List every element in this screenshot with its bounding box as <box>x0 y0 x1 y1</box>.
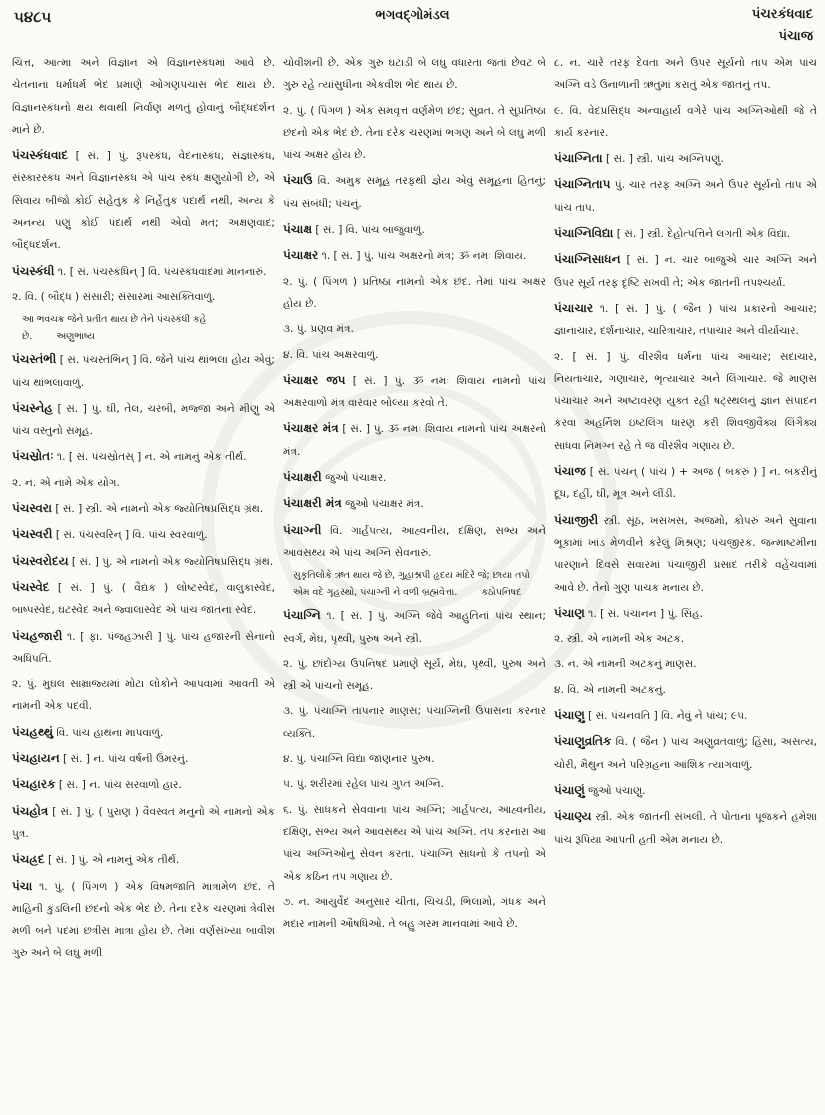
entry-definition: ૧. [ સં. પંચાનન ] પું. સિંહ. <box>588 607 703 620</box>
entry-headword: પંચાણુવ્રતિક <box>554 734 612 749</box>
entry-definition: ૭. ન. આયુર્વેદ અનુસાર ચીતા, ચિચડી, ભિલામો, ગંધક અને મદાર નામની ઔષધિઓ. તે બહુ ગરમ માનવામાં આવે છે. <box>283 895 546 931</box>
quotation <box>22 311 275 345</box>
dictionary-entry <box>554 509 817 599</box>
entry-headword: પંચા <box>12 878 33 893</box>
entry-headword: પંચસ્વરા <box>12 501 52 516</box>
entry-definition: વિ. ( જૈન ) પાંચ અણુવ્રતવાળું; હિંસા, અસત્ય, ચોરી, મૈથુન અને પરિગ્રહના આંશિક ત્યાગવાળું. <box>554 736 817 771</box>
entry-headword: પંચાણ્ય <box>554 809 592 824</box>
entry-definition: [ સં. ] પું. ( વૈદ્યક ) લોષ્ટસ્વેદ, વાલુકાસ્વેદ, બાષ્પસ્વેદ, ઘટસ્વેદ અને જ્વાલાસ્વેદ એ પાંચ જાતના સ્વેદ. <box>12 581 275 617</box>
entry-definition: ૨. પું. ( પિંગળ ) પ્રતિષ્ઠા નામનો એક છંદ. તેમાં પાંચ અક્ષર હોય છે. <box>283 275 546 310</box>
dictionary-entry <box>12 848 275 871</box>
dictionary-entry <box>554 460 817 506</box>
entry-headword: પંચસ્વરોદય <box>12 553 69 568</box>
entry-definition: [ સં. પંચસ્વરિન્ ] વિ. પાંચ સ્વરવાળું. <box>55 529 208 542</box>
entry-definition: ૧. [ સં. પંચસ્રોતસ્ ] ન. એ નામનું એક તીર્થ. <box>56 451 247 464</box>
dictionary-entry <box>554 704 817 727</box>
quote-text: સુકૃતિલોકે ઋત થાય જે છે, ગુહાશ્રપી હૃદય મંદિરે જે; છાયા તપો એમ વદે ગૃહસ્થો, પંચાગ્ની ને વળી બ્રહ્મવેત્તા. <box>293 570 530 599</box>
entry-definition: ૪. પું. પંચાગ્નિ વિદ્યા જાણનાર પુરુષ. <box>283 753 435 766</box>
entry-definition: ૩. પું. પંચાગ્નિ તાપનાર માણસ; પંચાગ્નિની ઉપાસના કરનાર વ્યક્તિ. <box>283 705 546 740</box>
page-number: ૫૪૮૫ <box>14 8 52 26</box>
entry-definition: ૨. સ્ત્રી. એ નામની એક અટક. <box>554 633 685 646</box>
entry-definition: ૨. પું. છાંદોગ્ય ઉપનિષદ પ્રમાણે સૂર્ય, મેઘ, પૃથ્વી, પુરુષ અને સ્ત્રી એ પાંચનો સમૂહ. <box>283 657 546 693</box>
entry-headword: પંચાણુ <box>554 708 585 723</box>
entry-definition: [ સં. ] પું. એ નામનું એક તીર્થ. <box>48 854 180 867</box>
dictionary-entry <box>554 805 817 851</box>
quote-source: અણુભાષ્ય <box>56 331 95 343</box>
column-3 <box>554 52 817 1110</box>
dictionary-entry <box>283 344 546 366</box>
quote-text: આ ભવચક્ર જેને પ્રતીત થાય છે તેને પંચસ્કંધી કહે છે. <box>22 314 207 343</box>
dictionary-entry <box>12 523 275 546</box>
entry-definition: [ સં. ] ન. પાંચ વર્ષની ઉંમરનું. <box>63 753 189 766</box>
entry-headword: પંચાગ્ની <box>283 522 322 537</box>
dictionary-entry <box>554 248 817 294</box>
entry-headword: પંચસ્વેદ <box>12 579 50 594</box>
entry-definition: વિ. ગાર્હપત્ય, આહ્વનીય, દક્ષિણ, સભ્ય અને આવસથ્ય એ પાંચ અગ્નિ સેવનારું. <box>283 524 546 559</box>
entry-definition: [ સં. ] ન. પાંચ સરવાળો હાર. <box>58 779 182 792</box>
dictionary-entry <box>554 346 817 457</box>
dictionary-entry <box>283 169 546 215</box>
entry-definition: ૨. પું. મુઘલ સામ્રાજ્યમાં મોટા લોકોને આપવામાં આવતી એ નામની એક પદવી. <box>12 678 275 713</box>
entry-definition: ૪. વિ. એ નામની અટકનું. <box>554 683 666 696</box>
dictionary-entry <box>12 286 275 308</box>
dictionary-entry <box>12 721 275 744</box>
dictionary-entry <box>554 779 817 802</box>
entry-definition: ૧. પું. ( પિંગળ ) એક વિષમજાતિ માત્રામેળ છંદ. તે માહિની કુંડલિની છંદનો એક ભેદ છે. તેના દરેક ચરણમાં ત્રેવીસ મળી બને પદમાં છત્રીસ માત્રા હોય છે. તેમાં વર્ણસંખ્યા બાવીશ ગુરુ અને બે લઘુ મળી <box>12 880 275 960</box>
entry-headword: પંચાક્ષર <box>283 248 319 263</box>
entry-definition: ૫. પું. શરીરમાં રહેલ પાંચ ગુપ્ત અગ્નિ. <box>283 778 445 791</box>
entry-definition: જુઓ પંચાક્ષર મંત્ર. <box>345 498 424 511</box>
entry-definition: [ સં. ] ન. ચાર બાજુએ ચાર અગ્નિ અને ઉપર સૂર્ય તરફ દૃષ્ટિ રાખવી તે; એક જાતની તપશ્ચર્યા. <box>554 254 817 289</box>
dictionary-entry <box>283 700 546 745</box>
entry-headword: પંચાચાર <box>554 300 594 315</box>
dictionary-entry <box>283 799 546 888</box>
entry-definition: [ સં. ] પું. ૐ નમઃ શિવાય નામનો પાંચ અક્ષરવાળો મંત્ર વારંવાર બોલ્યા કરવો તે. <box>283 374 546 410</box>
entry-definition: ૨. વિ. ( બૌદ્ધ ) સંસારી; સંસારમાં આસક્તિવાળું. <box>12 290 216 303</box>
column-2 <box>283 52 546 1110</box>
entry-definition: [ સં. ] પું. ૐ નમઃ શિવાય નામનો પાંચ અક્ષરનો મંત્ર. <box>283 423 546 458</box>
entry-headword: પંચાગ્નિતા <box>554 151 603 166</box>
dictionary-entry <box>283 519 546 565</box>
dictionary-entry <box>554 173 817 219</box>
entry-headword: પંચસ્રોતઃ <box>12 449 54 464</box>
entry-headword: પંચાક્ષરી મંત્ર <box>283 496 342 511</box>
quote-source: કઠોપનિષદ <box>481 587 522 599</box>
dictionary-entry <box>554 100 817 145</box>
dictionary-entry <box>283 271 546 316</box>
entry-definition: [ સં. ] સ્ત્રી. એ નામનો એક જ્યોતિષપ્રસિદ્ધ ગ્રંથ. <box>55 503 264 516</box>
dictionary-entry <box>283 52 546 97</box>
entry-definition: જુઓ પંચાણુ. <box>588 784 646 797</box>
entry-headword: પંચહારક <box>12 777 56 792</box>
entry-definition: ૯. વિ. વેદપ્રસિદ્ધ અન્વાહાર્ય વગેરે પાંચ અગ્નિઓથી જે તે કાર્ય કરનાર. <box>554 104 817 139</box>
entry-headword: પંચસ્તંભી <box>12 352 57 367</box>
dictionary-entry <box>12 348 275 394</box>
entry-definition: ૧. [ સં. ] પું. ( જૈન ) પાંચ પ્રકારનો આચાર; જ્ઞાનાચાર, દર્શનાચાર, ચારિત્રાચાર, તપાચાર અને વીર્યાચાર. <box>554 302 817 338</box>
entry-definition: [ સં. ] પું. ( પુરાણ ) વૈવસ્વત મનુનો એ નામનો એક પુત્ર. <box>12 805 275 840</box>
dictionary-entry <box>12 576 275 622</box>
entry-definition: સ્ત્રી. સૂંઠ, ખસખસ, અજમો, કોપરું અને સુવાના ભૂકામાં ખાંડ મેળવીને કરેલું મિશ્રણ; પંચજીરક. જન્માષ્ટમીના પારણાને દિવસે સવારમાં પંચાજીરી પ્રસાદ તરીકે વહેંચવામાં આવે છે. તેનો ગુણ પાચક મનાય છે. <box>554 514 817 594</box>
entry-headword: પંચાગ્નિતાપ <box>554 177 611 192</box>
dictionary-entry <box>283 100 546 167</box>
entry-definition: [ સં. ] પું. રૂપસ્કંધ, વેદનાસ્કંધ, સંજ્ઞાસ્કંધ, સંસ્કારસ્કંધ અને વિજ્ઞાનસ્કંધ એ પાંચ સ્કંધ ક્ષણુયોગી છે, એ સિવાય બીજો કોઈ સહેતુક કે નિર્હેતુક પદાર્થ નથી, અન્ય કે અનન્ય પણુ કોઈ પદાર્થ નથી એવો મત; અક્ષણવાદ; બૌદ્ધદર્શન. <box>12 150 275 252</box>
entry-headword: પંચસ્નેહ <box>12 400 53 415</box>
entry-headword: પંચહાયન <box>12 751 60 766</box>
entry-definition: ૮. ન. ચારે તરફ દેવતા અને ઉપર સૂર્યનો તાપ એમ પાંચ અગ્નિ વડે ઉનાળાની ઋતુમાં કરાતું એક જાતનું તપ. <box>554 57 817 92</box>
entry-headword: પંચહ્રદ <box>12 852 45 867</box>
entry-definition: સ્ત્રી. એક જાતની સંખલી. તે પોતાના પૂજકને હમેશા પાંચ રૂપિયા આપતી હતી એમ મનાય છે. <box>554 811 817 846</box>
dictionary-entry <box>554 297 817 343</box>
entry-definition: [ સં. ] પું. એ નામનો એક જ્યોતિષપ્રસિદ્ધ ગ્રંથ. <box>71 555 274 568</box>
dictionary-entry <box>12 260 275 283</box>
dictionary-entry <box>12 773 275 796</box>
entry-definition: [ સં. ] પું. ઘી, તેલ, ચરબી, મજ્જા અને મીણુ એ પાંચ વસ્તુનો સમૂહ. <box>12 402 275 438</box>
dictionary-entry <box>12 497 275 520</box>
page-header <box>0 0 825 52</box>
entry-definition: ૩. પું. પ્રણવ મંત્ર. <box>283 323 354 336</box>
dictionary-entry <box>554 653 817 675</box>
dictionary-entry <box>554 679 817 701</box>
entry-headword: પંચહથ્થું <box>12 724 54 739</box>
entry-headword: પંચાજ <box>554 464 586 479</box>
entry-definition: ૧. [ સં. ] પું. અગ્નિ જેવે આહુતિનાં પાંચ સ્થાન; સ્વર્ગ, મેઘ, પૃથ્વી, પુરુષ અને સ્ત્રી. <box>283 610 546 645</box>
entry-definition: ૬. પું. સાધકને સેવવાના પાંચ અગ્નિ; ગાર્હપત્ય, આહ્વનીય, દક્ષિણ, સભ્ય અને આવસથ્ય એ પાંચ અગ્નિ. તપ કરનારા આ પાંચ અગ્નિઓનું સેવન કરતા. પંચાગ્નિ સાધનો કે તપનો એ એક કઠિન તપ ગણાય છે. <box>283 803 546 883</box>
dictionary-entry <box>283 773 546 795</box>
dictionary-entry <box>12 625 275 671</box>
guide-word-first: પંચરકંધવાદ <box>751 7 813 22</box>
entry-headword: પંચાક્ષ <box>283 222 313 237</box>
dictionary-entry <box>283 369 546 415</box>
entry-headword: પંચાણ <box>554 605 585 620</box>
dictionary-entry <box>12 800 275 846</box>
dictionary-entry <box>12 875 275 965</box>
entry-headword: પંચાગ્નિ <box>283 608 321 623</box>
entry-definition: ૨. [ સં. ] પું. વીરશૈવ ધર્મના પાંચ આચાર; સદાચાર, નિયતાચાર, ગણાચાર, ભૃત્યાચાર અને લિંગાચાર. જે માણસ પંચાચાર અને અષ્ટાવરણ યુક્ત રહી ષટ્સ્થલનું જ્ઞાન સંપાદન કરવા અહર્નિશ ઇષ્ટલિંગ ધારણ કરી શિવજીવૈક્ય લિંગૈક્ય સાધવા નિમગ્ન રહે તે જ વીરશૈવ ગણાય છે. <box>554 350 817 452</box>
entry-headword: પંચાઉ <box>283 173 313 188</box>
entry-definition: વિ. પાંચ હાથના માપવાળું. <box>56 726 164 739</box>
entry-headword: પંચાક્ષર જપ <box>283 372 346 387</box>
quotation <box>293 567 546 601</box>
dictionary-entry <box>12 472 275 494</box>
entry-headword: પંચહોત્ર <box>12 803 49 818</box>
entry-definition: વિ. અમુક સમૂહ તરફથી જ્ઞેય એવું સમૂહના હિતનું; પંચ સંબંધી; પંચનું. <box>283 175 546 210</box>
entry-definition: [ સં. ] વિ. પાંચ બાજુવાળું. <box>315 224 425 237</box>
entry-headword: પંચાણું <box>554 782 585 797</box>
guide-word-last: પંચાજ <box>778 29 813 44</box>
entry-definition: ચોવીશની છે. એક ગુરુ ઘટાડી બે લઘુ વધારતા જતાં છેવટ બે ગુરુ રહે ત્યાંસુધીના એકવીશ ભેદ થાય છે. <box>283 57 546 92</box>
entry-headword: પંચસ્કંધવાદ <box>12 148 69 163</box>
dictionary-entry <box>283 492 546 515</box>
dictionary-entry <box>554 602 817 625</box>
entry-headword: પંચાક્ષરી <box>283 470 322 485</box>
dictionary-entry <box>554 52 817 97</box>
dictionary-entry <box>554 147 817 170</box>
dictionary-entry <box>12 550 275 573</box>
entry-definition: ૧. [ સં. ] પું. પાંચ અક્ષરનો મંત્ર; ૐ નમઃ શિવાય. <box>321 250 527 263</box>
entry-definition: [ સં. પંચન્ ( પાંચ ) + અજ ( બકરું ) ] ન. બકરીનું દૂધ, દહીં, ઘી, મૂત્ર અને લીંડી. <box>554 466 817 501</box>
entry-definition: [ સં. ] સ્ત્રી. દેહોત્પત્તિને લગતી એક વિદ્યા. <box>616 228 791 241</box>
entry-headword: પંચસ્વરી <box>12 527 53 542</box>
dictionary-entry <box>554 628 817 650</box>
dictionary-entry <box>12 747 275 770</box>
dictionary-entry <box>12 52 275 141</box>
dictionary-entry <box>283 653 546 698</box>
entry-definition: ૨. પું. ( પિંગળ ) એક સમવૃત્ત વર્ણમેળ છંદ; સુવ્રત. તે સુપ્રતિષ્ઠા છંદનો એક ભેદ છે. તેના દરેક ચરણમાં ભગણ અને બે લઘુ મળી પાંચ અક્ષર હોય છે. <box>283 104 546 162</box>
dictionary-entry <box>283 604 546 650</box>
dictionary-entry <box>12 673 275 718</box>
guide-words <box>752 4 813 48</box>
entry-definition: જુઓ પંચાક્ષર. <box>325 472 387 485</box>
entry-definition: પું. ચાર તરફ અગ્નિ અને ઉપર સૂર્યનો તાપ એ પાંચ તાપ. <box>554 179 817 214</box>
entry-definition: ૨. ન. એ નામે એક યોગ. <box>12 476 120 489</box>
dictionary-entry <box>283 218 546 241</box>
entry-definition: [ સં. પંચનવતિ ] વિ. નેવું ને પાંચ; ૯૫. <box>588 710 748 723</box>
entry-definition: ૧. [ સં. પંચસ્કંધિન્ ] વિ. પંચસ્કંધવાદમાં માનનારું. <box>57 265 267 278</box>
entry-headword: પંચહજારી <box>12 628 63 643</box>
entry-headword: પંચસ્કંધી <box>12 263 55 278</box>
dictionary-columns <box>12 52 817 1110</box>
dictionary-entry <box>283 748 546 770</box>
dictionary-entry <box>283 417 546 463</box>
entry-headword: પંચાજીરી <box>554 512 599 527</box>
entry-definition: ૩. ન. એ નામની અટકનું માણસ. <box>554 658 697 671</box>
entry-definition: [ સં. પંચસ્તંભિન્ ] વિ. જેને પાંચ થાંભલા હોય એવું; પાંચ થાંભલાવાળું. <box>12 354 275 389</box>
dictionary-entry <box>283 318 546 340</box>
entry-definition: ચિત્ત, આત્મા અને વિજ્ઞાન એ વિજ્ઞાનસ્કંધમાં આવે છે. ચેતનાના ધર્માધર્મ ભેદ પ્રમાણે ઓગણપચાસ ભેદ થાય છે. વિજ્ઞાનસ્કંધનો ક્ષય થવાથી નિર્વાણ મળતું હોવાનું બૌદ્ધદર્શન માને છે. <box>12 57 275 136</box>
running-title: ભગવદ્ગોમંડલ <box>375 8 450 23</box>
dictionary-entry <box>554 222 817 245</box>
dictionary-entry <box>12 144 275 256</box>
dictionary-entry <box>283 891 546 936</box>
dictionary-entry <box>12 445 275 468</box>
entry-definition: ૪. વિ. પાંચ અક્ષરવાળું. <box>283 348 379 361</box>
entry-definition: [ સં. ] સ્ત્રી. પાંચ અગ્નિપણું. <box>606 153 724 166</box>
dictionary-entry <box>12 397 275 443</box>
dictionary-entry <box>283 466 546 489</box>
entry-headword: પંચાગ્નિસાધન <box>554 252 621 267</box>
entry-headword: પંચાગ્નિવિદ્યા <box>554 226 614 241</box>
dictionary-entry <box>554 730 817 776</box>
column-1 <box>12 52 275 1110</box>
entry-headword: પંચાક્ષર મંત્ર <box>283 421 339 436</box>
dictionary-entry <box>283 244 546 267</box>
entry-definition: ૧. [ ફા. પંજહઝારી ] પું. પાંચ હજારની સેનાનો અધિપતિ. <box>12 630 275 665</box>
